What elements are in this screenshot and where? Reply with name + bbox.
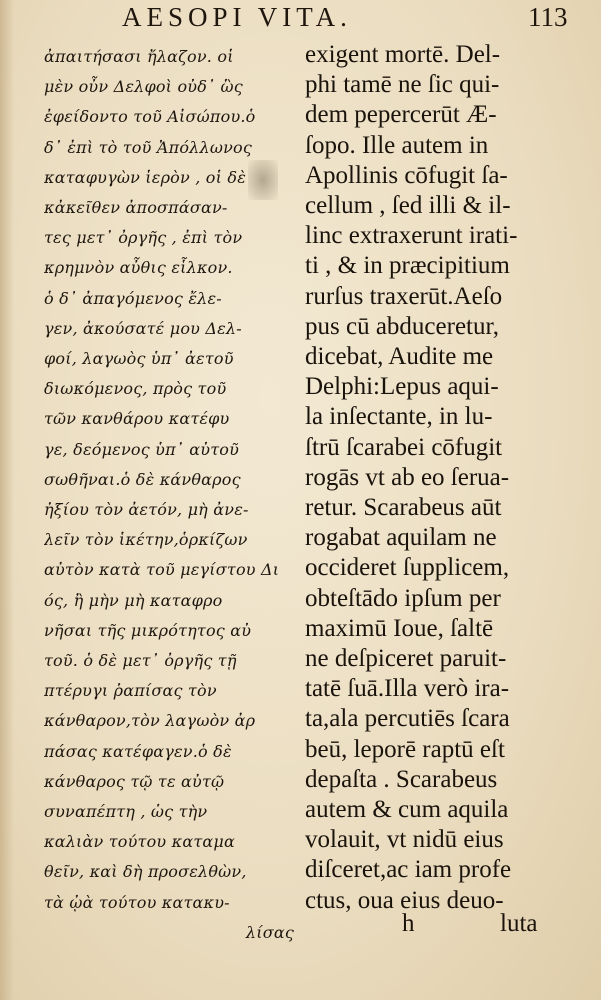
text-line: linc extraxerunt irati- xyxy=(305,222,518,250)
greek-text-column xyxy=(44,42,294,948)
text-line: Delphi:Lepus aqui- xyxy=(305,373,499,401)
text-line: ἐφείδοντο τοῦ Αἰσώπου.ὁ xyxy=(44,107,256,127)
text-line: ὁ δ᾽ ἀπαγόμενος ἔλε- xyxy=(44,288,222,308)
page-number: 113 xyxy=(528,2,568,32)
text-line: δ᾽ ἐπὶ τὸ τοῦ Ἀπόλλωνος xyxy=(44,137,252,157)
text-line: πάσας κατέφαγεν.ὁ δὲ xyxy=(44,741,232,761)
latin-text-column xyxy=(305,40,595,916)
text-line: maximū Ioue, ſaltē xyxy=(305,614,494,642)
text-line: κάνθαρος τῷ τε αὐτῷ xyxy=(44,771,225,791)
text-line: ſtrū ſcarabei cōfugit xyxy=(305,433,503,461)
text-line: beū, leporē raptū eſt xyxy=(305,735,505,763)
text-line: ctus, oua eius deuo- xyxy=(305,886,504,914)
text-line: ός, ἢ μὴν μὴ καταφρο xyxy=(44,590,223,610)
text-line: la inſectante, in lu- xyxy=(305,403,493,431)
text-line: pus cū abduceretur, xyxy=(305,312,500,340)
text-line: καταφυγὼν ἱερὸν , οἱ δὲ xyxy=(44,167,246,187)
text-line: diſceret,ac iam profe xyxy=(305,856,512,884)
text-line: rogabat aquilam ne xyxy=(305,524,497,552)
text-line: ἀπαιτήσασι ἤλαζον. οἱ xyxy=(44,47,234,66)
text-line: αὐτὸν κατὰ τοῦ μεγίστου Δι xyxy=(44,560,280,580)
text-line: πτέρυγι ῥαπίσας τὸν xyxy=(44,681,217,701)
text-line: τὰ ᾠὰ τούτου κατακυ- xyxy=(44,892,230,912)
text-line: καλιὰν τούτου καταμα xyxy=(44,832,235,852)
text-line: σωθῆναι.ὁ δὲ κάνθαρος xyxy=(44,469,241,489)
text-line: συναπέπτη , ὡς τὴν xyxy=(44,802,208,822)
text-line: τοῦ. ὁ δὲ μετ᾽ ὀργῆς τῇ xyxy=(44,651,237,671)
page-gutter-shadow xyxy=(0,0,14,1000)
text-line: phi tamē ne ſic qui- xyxy=(305,71,500,99)
text-line: volauit, vt nidū eius xyxy=(305,826,504,854)
text-line: νῆσαι τῆς μικρότητος αὐ xyxy=(44,620,252,640)
text-line: exigent mortē. Del- xyxy=(305,41,501,68)
text-line: θεῖν, καὶ δὴ προσελθὼν, xyxy=(44,862,247,882)
running-head: AESOPI VITA. xyxy=(122,2,352,32)
text-line: μὲν οὖν Δελφοὶ οὐδ᾽ ὣς xyxy=(44,77,243,97)
text-line: rurſus traxerūt.Aeſo xyxy=(305,282,503,310)
page-header xyxy=(0,0,601,44)
text-line: ti , & in præcipitium xyxy=(305,252,510,280)
signature-mark: h xyxy=(402,910,415,937)
text-line: dem pepercerūt Æ- xyxy=(305,101,497,129)
text-line: cellum , ſed illi & il- xyxy=(305,192,511,220)
text-line: τες μετ᾽ ὀργῆς , ἐπὶ τὸν xyxy=(44,228,243,248)
text-line: rogās vt ab eo ſerua- xyxy=(305,463,510,491)
text-line: depaſta . Scarabeus xyxy=(305,765,498,793)
text-line: ta,ala percutiēs ſcara xyxy=(305,705,510,733)
text-line: retur. Scarabeus aūt xyxy=(305,494,502,522)
text-line: tatē ſuā.Illa verò ira- xyxy=(305,675,510,703)
text-line: γε, δεόμενος ὑπ᾽ αὐτοῦ xyxy=(44,439,240,459)
text-line: λίσας xyxy=(245,922,294,942)
text-line: φοί, λαγωὸς ὑπ᾽ ἀετοῦ xyxy=(44,349,234,369)
text-line: διωκόμενος, πρὸς τοῦ xyxy=(44,379,227,399)
text-line: ne deſpiceret paruit- xyxy=(305,645,507,673)
text-line: γεν, ἀκούσατέ μου Δελ- xyxy=(44,318,242,338)
text-line: autem & cum aquila xyxy=(305,796,509,824)
catchword: luta xyxy=(500,910,538,937)
text-line: obteſtādo ipſum per xyxy=(305,584,501,612)
text-line: Apollinis cōfugit ſa- xyxy=(305,161,508,189)
text-line: ἠξίου τὸν ἀετόν, μὴ ἀνε- xyxy=(44,500,249,520)
page-footer xyxy=(400,910,600,944)
text-line: dicebat, Audite me xyxy=(305,343,494,371)
text-line: κἀκεῖθεν ἀποσπάσαν- xyxy=(44,198,228,218)
text-line: τῶν κανθάρου κατέφυ xyxy=(44,409,230,429)
text-line: κάνθαρον,τὸν λαγωὸν ἀρ xyxy=(44,711,256,731)
text-line: ſopo. Ille autem in xyxy=(305,131,489,159)
text-line: occideret ſupplicem, xyxy=(305,554,510,582)
text-line: λεῖν τὸν ἱκέτην,ὁρκίζων xyxy=(44,530,248,550)
text-line: κρημνὸν αὖθις εἷλκον. xyxy=(44,258,233,278)
